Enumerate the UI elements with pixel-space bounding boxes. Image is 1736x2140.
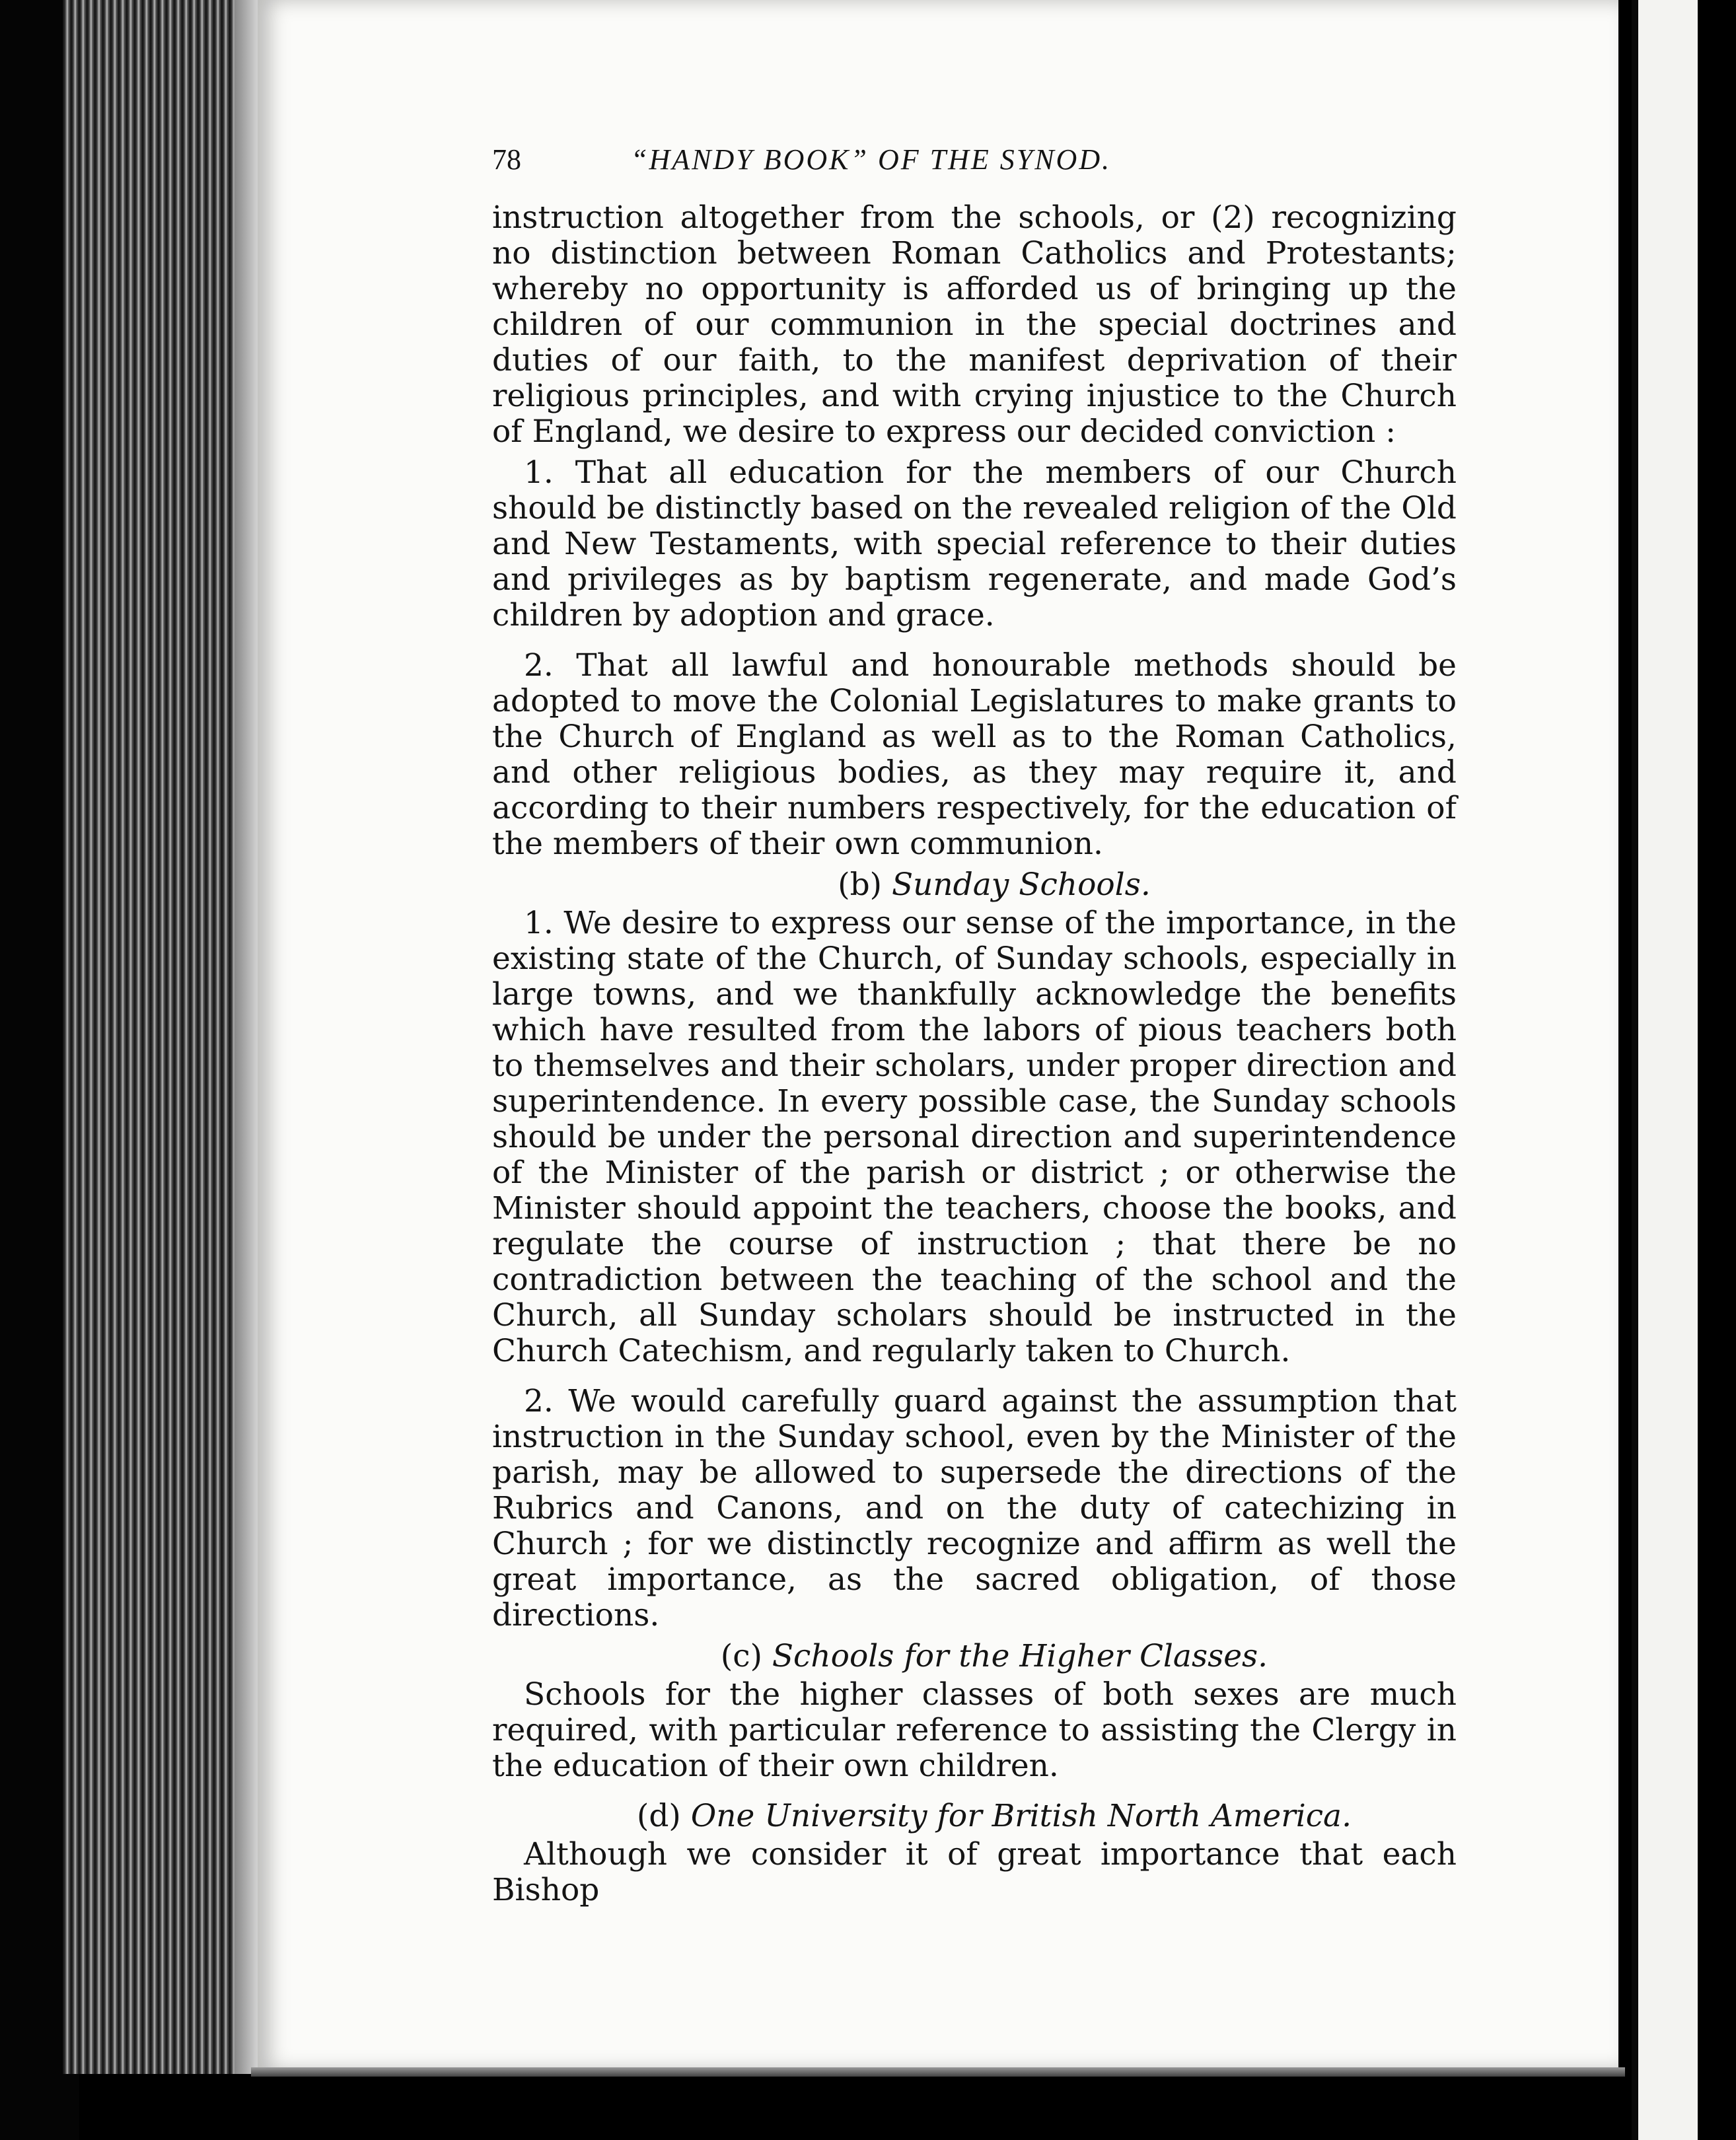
page-text <box>492 142 1457 1923</box>
page-bottom-edge <box>251 2067 1625 2077</box>
heading-label: (b) <box>838 867 882 903</box>
heading-label: (c) <box>720 1638 762 1674</box>
facing-page-sliver <box>1632 0 1704 2140</box>
page-number: 78 <box>492 143 521 176</box>
paragraph-continuation: instruction altogether from the schools, or (2) recognizing no distinction between Roman Catholics and Protestants; whereby no opportunity is afforded us of bringing up the children of our communion in the special doctrines and duties of our faith, to the manifest deprivation of their religious principles, and with crying injustice to the Church of England, we desire to express our decided conviction : <box>492 199 1457 450</box>
heading-higher-classes <box>492 1639 1457 1674</box>
heading-title: Schools for the Higher Classes. <box>772 1638 1268 1674</box>
right-background <box>1698 0 1736 2140</box>
heading-label: (d) <box>636 1798 681 1834</box>
paragraph-sunday-2: 2. We would carefully guard against the assumption that instruction in the Sunday school, even by the Minister of the parish, may be allowed to supersede the directions of the Rubrics and Canons, and on the duty of catechizing in Church ; for we distinctly recognize and affirm as well the great importance, as the sacred obligation, of those directions. <box>492 1383 1457 1633</box>
paragraph-item-1: 1. That all education for the members of our Church should be distinctly based on the revealed religion of the Old and New Testaments, with special reference to their duties and privileges as by baptism regenerate, and made God’s children by adoption and grace. <box>492 454 1457 633</box>
paragraph-sunday-1: 1. We desire to express our sense of the importance, in the existing state of the Church, of Sunday schools, especially in large towns, and we thankfully acknowledge the benefits which have resulted from the labors of pious teachers both to themselves and their scholars, under proper direction and superintendence. In every possible case, the Sunday schools should be under the personal direction and superintendence of the Minister of the parish or district ; or otherwise the Minister should appoint the teachers, choose the books, and regulate the course of instruction ; that there be no contradiction between the teaching of the school and the Church, all Sunday scholars should be instructed in the Church Catechism, and regularly taken to Church. <box>492 905 1457 1369</box>
paragraph-university: Although we consider it of great importance that each Bishop <box>492 1836 1457 1908</box>
running-title: “HANDY BOOK” OF THE SYNOD. <box>631 143 1112 176</box>
paragraph-higher-classes: Schools for the higher classes of both sexes are much required, with particular reference to assisting the Clergy in the education of their own children. <box>492 1676 1457 1784</box>
heading-sunday-schools <box>492 867 1457 903</box>
page-edges-stack <box>63 0 261 2074</box>
heading-university <box>492 1799 1457 1834</box>
running-head <box>492 142 1457 178</box>
heading-title: One University for British North America. <box>690 1798 1352 1834</box>
paragraph-item-2: 2. That all lawful and honourable methods should be adopted to move the Colonial Legislatures to make grants to the Church of England as well as to the Roman Catholics, and other religious bodies, as they may require it, and according to their numbers respectively, for the education of the members of their own communion. <box>492 647 1457 862</box>
heading-title: Sunday Schools. <box>891 867 1151 903</box>
